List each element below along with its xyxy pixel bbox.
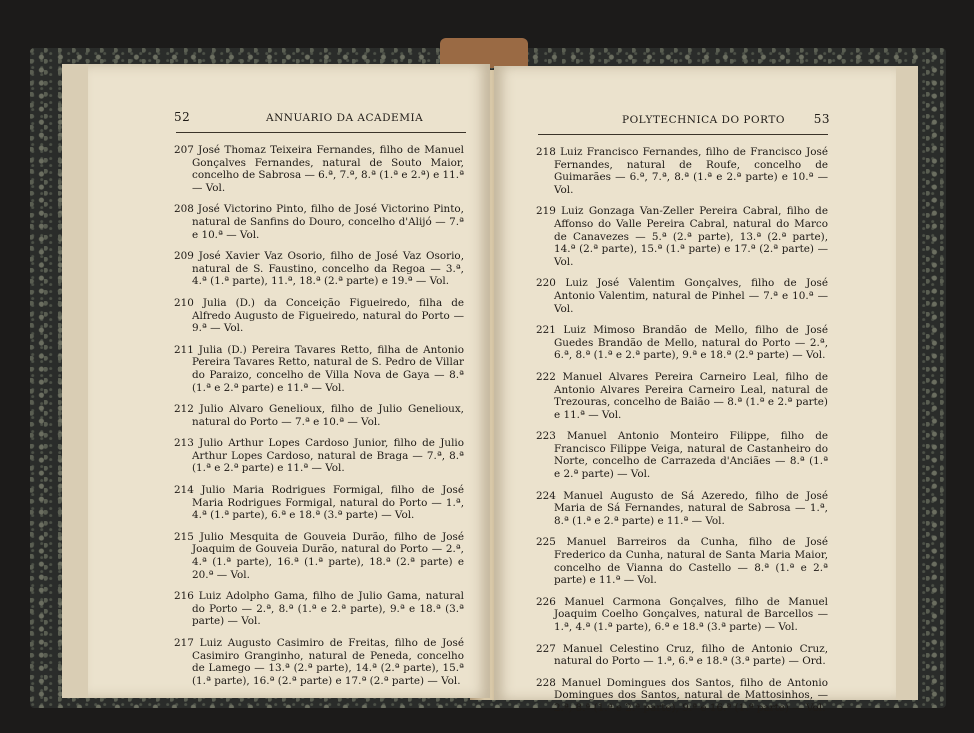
page-number: 53 (813, 112, 830, 126)
list-item: 209 José Xavier Vaz Osorio, filho de José Vaz Osorio, natural de S. Faustino, concelho da Regoa — 3.ª, 4.ª (1.ª parte), 11.ª, 18.ª (2.ª parte) e 19.ª — Vol. (174, 250, 464, 288)
list-item: 227 Manuel Celestino Cruz, filho de Antonio Cruz, natural do Porto — 1.ª, 6.ª e 18.ª (3.ª parte) — Ord. (536, 642, 828, 668)
left-page-header (176, 110, 466, 130)
list-item: 218 Luiz Francisco Fernandes, filho de Francisco José Fernandes, natural de Roufe, concelho de Guimarães — 6.ª, 7.ª, 8.ª (1.ª e 2.ª parte) e 10.ª — Vol. (536, 146, 828, 196)
list-item: 213 Julio Arthur Lopes Cardoso Junior, filho de Julio Arthur Lopes Cardoso, natural de Braga — 7.ª, 8.ª (1.ª e 2.ª parte) e 11.ª — Vol. (174, 437, 464, 475)
list-item: 215 Julio Mesquita de Gouveia Durão, filho de José Joaquim de Gouveia Durão, natural do Porto — 2.ª, 4.ª (1.ª parte), 16.ª (1.ª parte), 18.ª (2.ª parte) e 20.ª — Vol. (174, 530, 464, 581)
list-item: 207 José Thomaz Teixeira Fernandes, filho de Manuel Gonçalves Fernandes, natural de Souto Maior, concelho de Sabrosa — 6.ª, 7.ª, 8.ª (1.ª e 2.ª) e 11.ª — Vol. (174, 144, 464, 194)
list-item: 211 Julia (D.) Pereira Tavares Retto, filha de Antonio Pereira Tavares Retto, natural de S. Pedro de Villar do Paraizo, concelho de Villa Nova de Gaya — 8.ª (1.ª e 2.ª parte) e 11.ª — Vol. (174, 343, 464, 394)
list-item: 216 Luiz Adolpho Gama, filho de Julio Gama, natural do Porto — 2.ª, 8.ª (1.ª e 2.ª parte), 9.ª e 18.ª (3.ª parte) — Vol. (174, 590, 464, 628)
running-title: ANNUARIO DA ACADEMIA (266, 112, 424, 124)
list-item: 217 Luiz Augusto Casimiro de Freitas, filho de José Casimiro Granginho, natural de Peneda, concelho de Lamego — 13.ª (2.ª parte), 14.ª (2.ª parte), 15.ª (1.ª parte), 16.ª (2.ª parte) e 17.ª (2.ª parte) — Vol. (174, 637, 465, 687)
list-item: 226 Manuel Carmona Gonçalves, filho de Manuel Joaquim Coelho Gonçalves, natural de Barcellos — 1.ª, 4.ª (1.ª parte), 6.ª e 18.ª (3.ª parte) — Vol. (536, 595, 828, 633)
running-title: POLYTECHNICA DO PORTO (622, 114, 785, 126)
list-item: 210 Julia (D.) da Conceição Figueiredo, filha de Alfredo Augusto de Figueiredo, natural do Porto — 9.ª — Vol. (174, 296, 464, 335)
list-item: 212 Julio Alvaro Genelioux, filho de Julio Genelioux, natural do Porto — 7.ª e 10.ª — Vol. (174, 403, 464, 428)
list-item: 225 Manuel Barreiros da Cunha, filho de José Frederico da Cunha, natural de Santa Maria Maior, concelho de Vianna do Castello — 8.ª (1.ª e 2.ª parte) e 11.ª — Vol. (536, 536, 829, 587)
header-rule (538, 134, 828, 135)
list-item: 228 Manuel Domingues dos Santos, filho de Antonio Domingues dos Santos, natural de Mattosinhos, — 2.ª, 8.ª (1.ª e 2.ª parte), 9.ª e 16.ª (1.ª parte) — Vol. (536, 676, 829, 714)
right-page-header (538, 112, 828, 132)
list-item: 224 Manuel Augusto de Sá Azeredo, filho de José Maria de Sá Fernandes, natural de Sabrosa — 1.ª, 8.ª (1.ª e 2.ª parte) e 11.ª — Vol. (536, 489, 828, 527)
list-item: 221 Luiz Mimoso Brandão de Mello, filho de José Guedes Brandão de Mello, natural do Porto — 2.ª, 6.ª, 8.ª (1.ª e 2.ª parte), 9.ª e 18.ª (2.ª parte) — Vol. (536, 324, 828, 362)
entry-list (536, 146, 828, 724)
right-page (494, 66, 918, 714)
list-item: 219 Luiz Gonzaga Van-Zeller Pereira Cabral, filho de Affonso do Valle Pereira Cabral, natural do Marco de Canavezes — 5.ª (2.ª parte), 13.ª (2.ª parte), 14.ª (2.ª parte), 15.ª (1.ª parte) e 17.ª (2.ª parte) — Vol. (536, 205, 828, 268)
list-item: 222 Manuel Alvares Pereira Carneiro Leal, filho de Antonio Alvares Pereira Carneiro Leal, natural de Trezouras, concelho de Baião — 8.ª (1.ª e 2.ª parte) e 11.ª — Vol. (536, 370, 828, 421)
list-item: 220 Luiz José Valentim Gonçalves, filho de José Antonio Valentim, natural de Pinhel — 7.ª e 10.ª — Vol. (536, 277, 828, 315)
list-item: 208 José Victorino Pinto, filho de José Victorino Pinto, natural de Sanfins do Douro, concelho d'Alijó — 7.ª e 10.ª — Vol. (174, 203, 464, 241)
list-item: 223 Manuel Antonio Monteiro Filippe, filho de Francisco Filippe Veiga, natural de Castanheiro do Norte, concelho de Carrazeda d'Anciães — 8.ª (1.ª e 2.ª parte) — Vol. (536, 430, 828, 481)
header-rule (176, 132, 466, 133)
entry-list (174, 144, 464, 696)
page-number: 52 (174, 110, 191, 124)
list-item: 214 Julio Maria Rodrigues Formigal, filho de José Maria Rodrigues Formigal, natural do Porto — 1.ª, 4.ª (1.ª parte), 6.ª e 18.ª (3.ª parte) — Vol. (174, 484, 464, 522)
left-page (62, 64, 490, 698)
